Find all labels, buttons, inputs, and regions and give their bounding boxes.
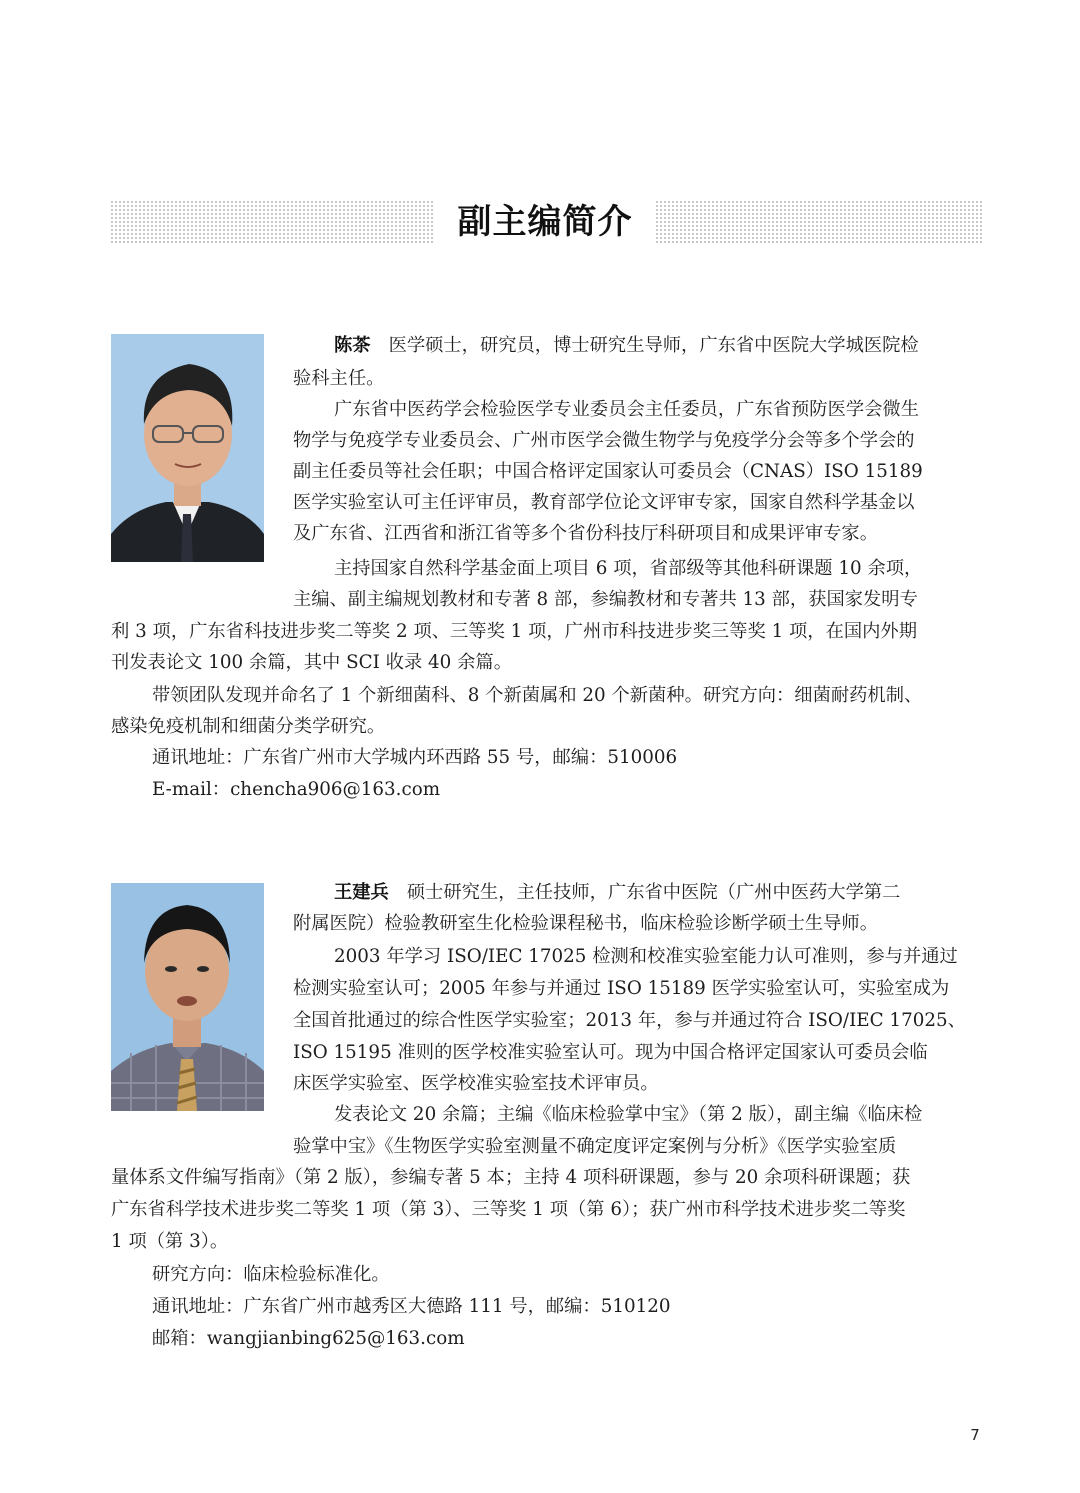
editor-2-line: 广东省科学技术进步奖二等奖 1 项（第 3）、三等奖 1 项（第 6）；获广州市科学技术进步奖二等奖 — [111, 1199, 906, 1220]
editor-2-line: 全国首批通过的综合性医学实验室；2013 年，参与并通过符合 ISO/IEC 17025、 — [293, 1010, 966, 1031]
editor-1-line: 医学实验室认可主任评审员，教育部学位论文评审专家，国家自然科学基金以 — [293, 492, 915, 513]
editor-1-intro-line: 陈茶 医学硕士，研究员，博士研究生导师，广东省中医院大学城医院检 — [334, 335, 919, 356]
dotted-rule-right — [655, 200, 982, 244]
editor-2-line: 2003 年学习 ISO/IEC 17025 检测和校准实验室能力认可准则，参与并通过 — [334, 946, 958, 967]
editor-1-line: 主编、副主编规划教材和专著 8 部，参编教材和专著共 13 部，获国家发明专 — [293, 589, 918, 610]
editor-1-line: 验科主任。 — [293, 368, 385, 389]
editor-2-line: 量体系文件编写指南》（第 2 版），参编专著 5 本；主持 4 项科研课题，参与 20 余项科研课题；获 — [111, 1167, 911, 1188]
editor-name: 王建兵 — [334, 882, 389, 903]
editor-2-line: 附属医院）检验教研室生化检验课程秘书，临床检验诊断学硕士生导师。 — [293, 913, 878, 934]
editor-2-line: 验掌中宝》《生物医学实验室测量不确定度评定案例与分析》《医学实验室质 — [293, 1136, 897, 1157]
editor-1-address: 通讯地址：广东省广州市大学城内环西路 55 号，邮编：510006 — [152, 747, 678, 768]
dotted-rule-left — [110, 200, 435, 244]
editor-2-line: 1 项（第 3）。 — [111, 1231, 229, 1252]
editor-2-line: 床医学实验室、医学校准实验室技术评审员。 — [293, 1073, 659, 1094]
editor-1-email: E-mail：chencha906@163.com — [152, 779, 441, 800]
editor-2-line: 检测实验室认可；2005 年参与并通过 ISO 15189 医学实验室认可，实验室成为 — [293, 978, 950, 999]
title-band — [110, 200, 982, 244]
editor-2-intro-line: 王建兵 硕士研究生，主任技师，广东省中医院（广州中医药大学第二 — [334, 882, 901, 903]
editor-1-line: 感染免疫机制和细菌分类学研究。 — [111, 716, 386, 737]
portrait-photo-chen-cha — [111, 334, 264, 562]
editor-1-line: 副主任委员等社会任职；中国合格评定国家认可委员会（CNAS）ISO 15189 — [293, 461, 923, 482]
editor-name: 陈茶 — [334, 335, 371, 356]
editor-1-line: 带领团队发现并命名了 1 个新细菌科、8 个新菌属和 20 个新菌种。研究方向：细菌耐药机制、 — [152, 685, 923, 706]
editor-2-line: 发表论文 20 余篇；主编《临床检验掌中宝》（第 2 版），副主编《临床检 — [334, 1104, 923, 1125]
editor-2-line: ISO 15195 准则的医学校准实验室认可。现为中国合格评定国家认可委员会临 — [293, 1042, 928, 1063]
page-number: 7 — [970, 1426, 980, 1444]
editor-1-line: 广东省中医药学会检验医学专业委员会主任委员，广东省预防医学会微生 — [334, 399, 919, 420]
editor-1-line: 及广东省、江西省和浙江省等多个省份科技厅科研项目和成果评审专家。 — [293, 523, 878, 544]
page-title: 副主编简介 — [457, 202, 633, 242]
editor-1-line: 物学与免疫学专业委员会、广州市医学会微生物学与免疫学分会等多个学会的 — [293, 430, 915, 451]
editor-1-line: 刊发表论文 100 余篇，其中 SCI 收录 40 余篇。 — [111, 652, 512, 673]
editor-1-line: 主持国家自然科学基金面上项目 6 项，省部级等其他科研课题 10 余项， — [334, 558, 923, 579]
portrait-photo-wang-jianbing — [111, 883, 264, 1111]
editor-1-line: 利 3 项，广东省科技进步奖二等奖 2 项、三等奖 1 项，广州市科技进步奖三等奖 1 项，在国内外期 — [111, 621, 917, 642]
editor-2-email: 邮箱：wangjianbing625@163.com — [152, 1328, 465, 1349]
editor-2-address: 通讯地址：广东省广州市越秀区大德路 111 号，邮编：510120 — [152, 1296, 671, 1317]
editor-2-research: 研究方向：临床检验标准化。 — [152, 1264, 390, 1285]
